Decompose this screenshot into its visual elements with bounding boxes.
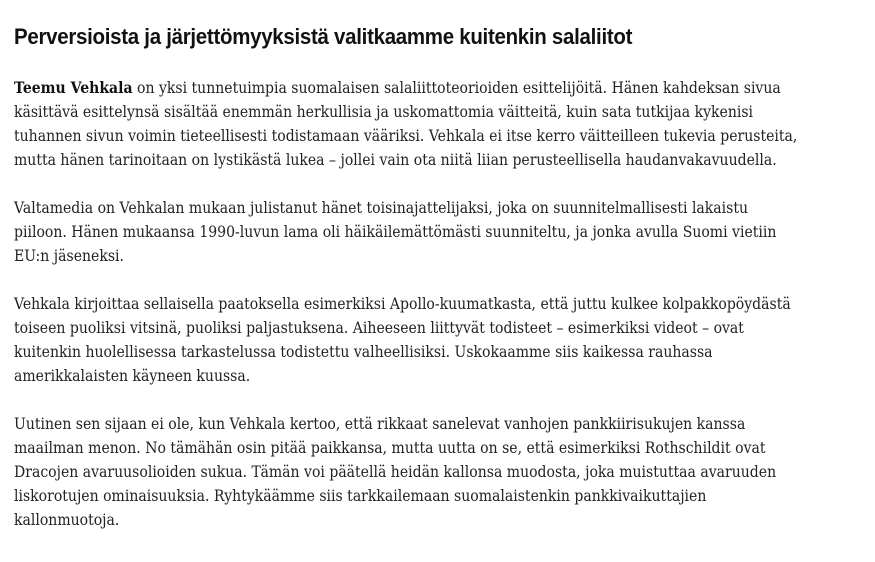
- paragraph-line: Vehkala kirjoittaa sellaisella paatoksella esimerkiksi Apollo-kuumatkasta, että juttu kulkee kolpakkopöydästä: [14, 295, 791, 313]
- article-paragraph-4: [14, 412, 864, 532]
- paragraph-line: kuitenkin huolellisessa tarkastelussa todistettu valheellisiksi. Uskokaamme siis kaikessa rauhassa: [14, 343, 713, 361]
- paragraph-line: EU:n jäseneksi.: [14, 247, 124, 265]
- paragraph-line: tuhannen sivun voimin tieteellisesti todistamaan vääriksi. Vehkala ei itse kerro väitteilleen tukevia perusteita,: [14, 127, 798, 145]
- paragraph-line: Dracojen avaruusolioiden sukua. Tämän voi päätellä heidän kallonsa muodosta, joka muistuttaa avaruuden: [14, 463, 777, 481]
- paragraph-line-text: on yksi tunnetuimpia suomalaisen salaliittoteorioiden esittelijöitä. Hänen kahdeksan sivua: [132, 79, 781, 97]
- paragraph-line: liskorotujen ominaisuuksia. Ryhtykäämme siis tarkkailemaan suomalaistenkin pankkivaikuttajien: [14, 487, 707, 505]
- article-paragraph-2: [14, 196, 864, 268]
- paragraph-line: maailman menon. No tämähän osin pitää paikkansa, mutta uutta on se, että esimerkiksi Rothschildit ovat: [14, 439, 766, 457]
- paragraph-line: mutta hänen tarinoitaan on lystikästä lukea – jollei vain ota niitä liian perusteellisella haudanvakavuudella.: [14, 151, 777, 169]
- article-paragraph-1: [14, 76, 864, 172]
- paragraph-line: piiloon. Hänen mukaansa 1990-luvun lama oli häikäilemättömästi suunniteltu, ja jonka avulla Suomi vietiin: [14, 223, 777, 241]
- paragraph-line: amerikkalaisten käyneen kuussa.: [14, 367, 251, 385]
- paragraph-line: käsittävä esittelynsä sisältää enemmän herkullisia ja uskomattomia väitteitä, kuin sata tutkijaa kykenisi: [14, 103, 754, 121]
- article: [14, 22, 864, 556]
- article-paragraph-3: [14, 292, 864, 388]
- paragraph-line: [14, 76, 783, 100]
- author-name: Teemu Vehkala: [14, 78, 133, 97]
- article-title: Perversioista ja järjettömyyksistä valitkaamme kuitenkin salaliitot: [14, 24, 633, 49]
- paragraph-line: toiseen puoliksi vitsinä, puoliksi paljastuksena. Aiheeseen liittyvät todisteet – esimerkiksi videot – ovat: [14, 319, 744, 337]
- paragraph-line: Uutinen sen sijaan ei ole, kun Vehkala kertoo, että rikkaat sanelevat vanhojen pankkiirisukujen kanssa: [14, 415, 746, 433]
- paragraph-line: Valtamedia on Vehkalan mukaan julistanut hänet toisinajattelijaksi, joka on suunnitelmallisesti lakaistu: [14, 199, 749, 217]
- paragraph-line: kallonmuotoja.: [14, 511, 120, 529]
